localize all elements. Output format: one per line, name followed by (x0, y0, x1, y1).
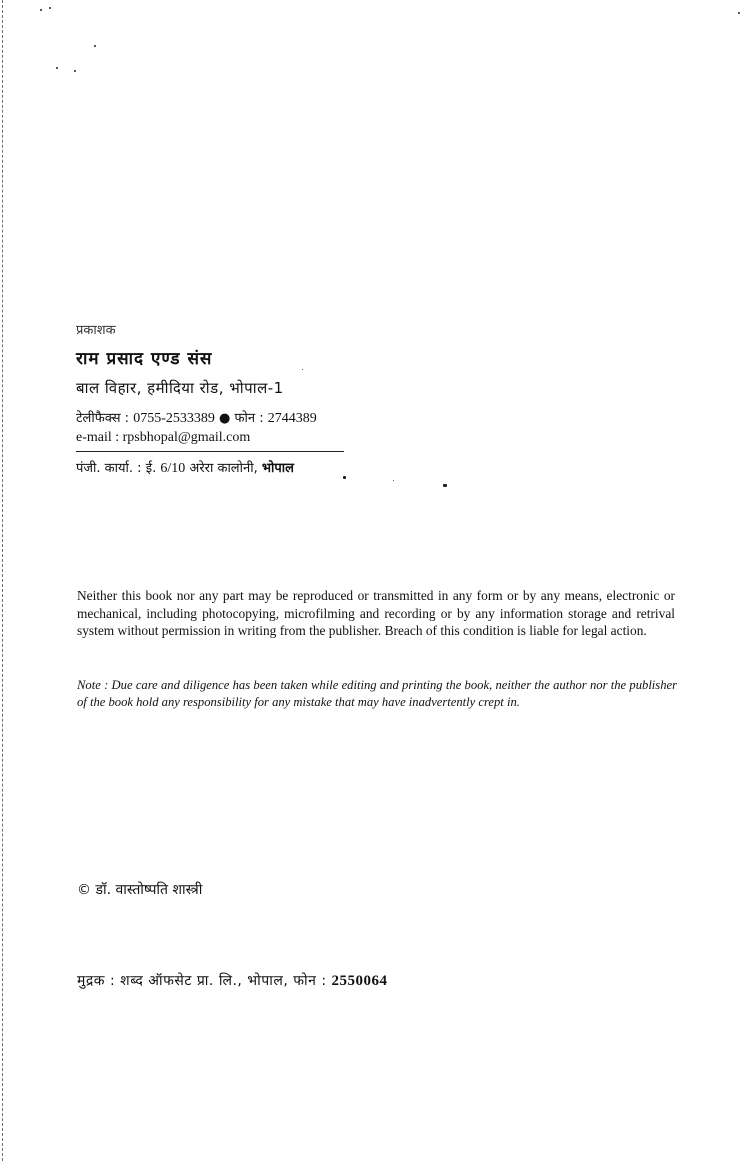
phone-number: 2744389 (267, 411, 317, 426)
regd-office-number: 6/10 (160, 461, 186, 476)
publisher-contact (76, 408, 366, 426)
publisher-name: राम प्रसाद एण्ड संस (76, 349, 213, 369)
publisher-block (76, 320, 366, 476)
printer-label: मुद्रक : शब्द ऑफसेट प्रा. लि., भोपाल, फोन : (77, 973, 327, 989)
scan-speck (94, 45, 96, 47)
scan-edge-line (2, 0, 3, 1161)
publisher-label: प्रकाशक (76, 323, 116, 338)
printer-phone: 2550064 (331, 973, 388, 989)
regd-office-city: भोपाल (261, 461, 294, 476)
scan-speck (738, 12, 740, 14)
copyright-holder: डॉ. वास्तोष्पति शास्त्री (95, 882, 203, 898)
publisher-email: e-mail : rpsbhopal@gmail.com (76, 430, 344, 452)
scan-speck (40, 9, 42, 11)
scan-speck (56, 67, 58, 69)
copyright-line (77, 880, 202, 899)
telefax-number: 0755-2533389 (133, 411, 215, 426)
scan-speck (393, 480, 394, 481)
registered-office (76, 458, 366, 476)
scan-speck (343, 476, 346, 479)
scan-speck (443, 484, 447, 487)
regd-office-label: पंजी. कार्या. : ई. (76, 461, 157, 476)
publisher-address: बाल विहार, हमीदिया रोड, भोपाल-1 (76, 379, 284, 397)
scan-speck (49, 7, 51, 9)
regd-office-area: अरेरा कालोनी, (189, 461, 258, 476)
copyright-icon: © (77, 882, 91, 898)
rights-disclaimer: Neither this book nor any part may be reproduced or transmitted in any form or by any means, electronic or mechanical, including photocopying, microfilming and recording or by any information storage and retrival system without permission in writing from the publisher. Breach of this condition is liable for legal action. (77, 588, 675, 638)
bullet-separator-icon: ● (219, 411, 231, 426)
phone-label: फोन : (234, 411, 264, 426)
printer-line (77, 971, 388, 990)
telefax-label: टेलीफैक्स : (76, 411, 130, 426)
liability-note: Note : Due care and diligence has been taken while editing and printing the book, neither the author nor the publisher of the book hold any responsibility for any mistake that may have inadvertently crept in. (77, 678, 677, 709)
scan-speck (74, 70, 76, 72)
